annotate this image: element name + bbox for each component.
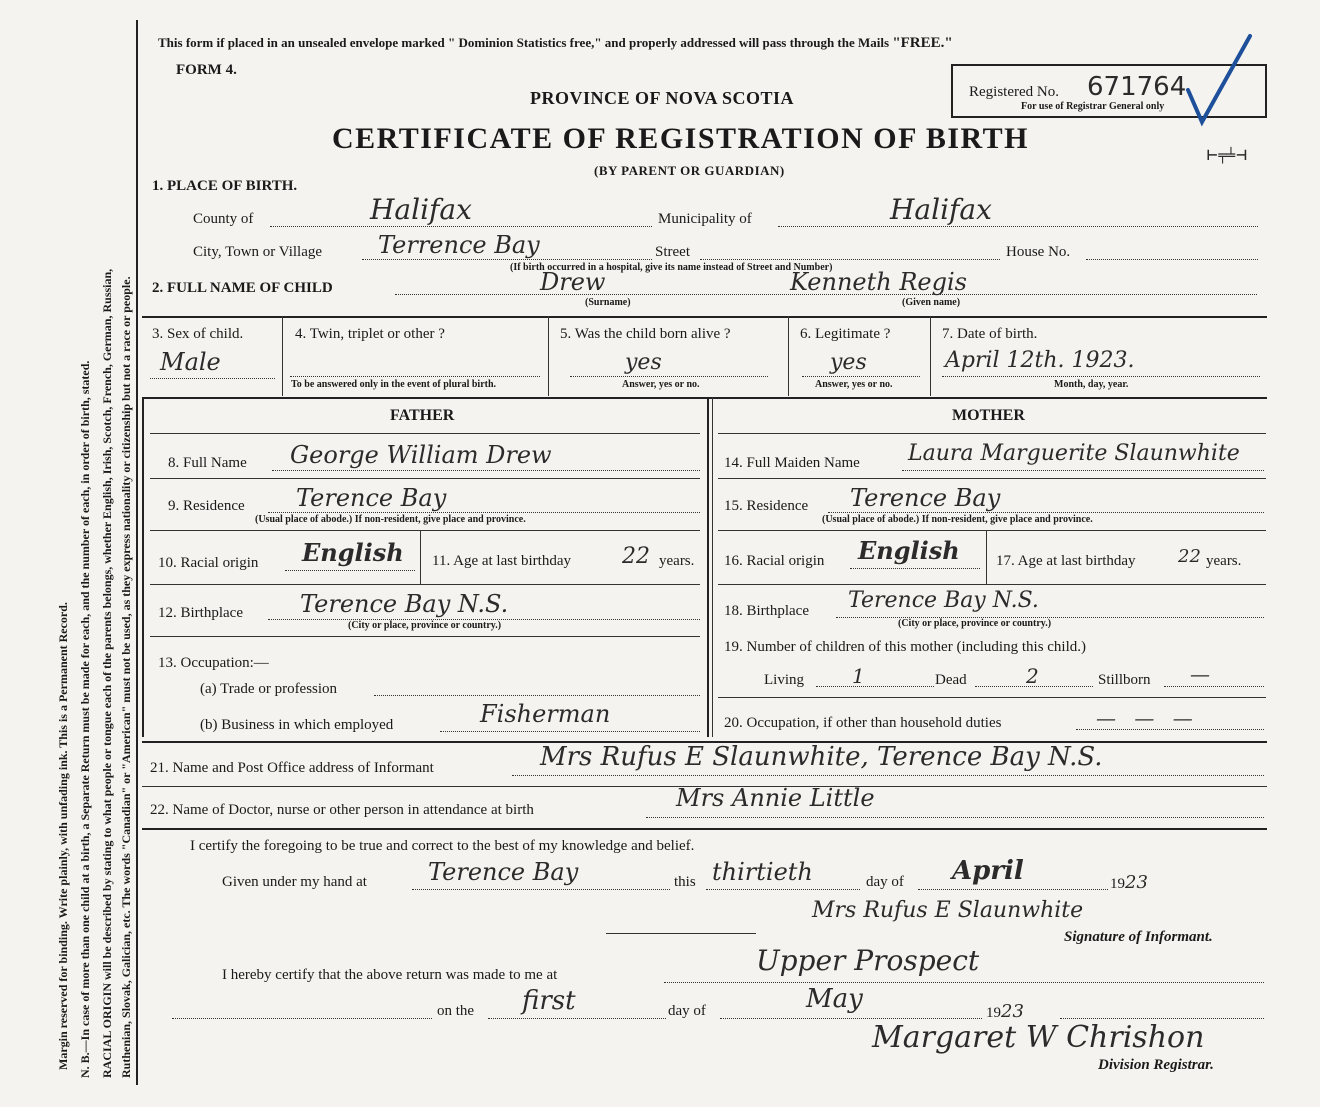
- mother-race-value: English: [858, 536, 960, 565]
- mother-residence-label: 15. Residence: [724, 498, 809, 514]
- mother-age-unit: years.: [1206, 553, 1242, 569]
- legitimate-value: yes: [830, 350, 867, 375]
- informant-signature-label: Signature of Informant.: [1064, 929, 1213, 945]
- mother-heading: MOTHER: [952, 407, 1025, 424]
- on-the-label: on the: [437, 1003, 475, 1019]
- mother-birthplace-note: (City or place, province or country.): [898, 618, 1052, 629]
- registrar-place: Upper Prospect: [756, 944, 980, 977]
- father-residence-value: Terence Bay: [296, 484, 447, 512]
- mother-occupation-value: — — —: [1096, 706, 1199, 730]
- margin-line-1: Margin reserved for binding. Write plainly, with unfading ink. This is a Permanent Record.: [56, 602, 70, 1070]
- father-birthplace-note: (City or place, province or country.): [348, 620, 502, 631]
- margin-line-4: Ruthenian, Slovak, Galician, etc. The words "Canadian" or "American" must not be used, as they express nationality or citizenship but not a race or people.: [119, 276, 133, 1078]
- child-surname: Drew: [540, 268, 606, 296]
- living-value: 1: [852, 664, 865, 688]
- form-number: FORM 4.: [176, 62, 237, 78]
- mail-notice: This form if placed in an unsealed envelope marked " Dominion Statistics free," and properly addressed will pass through the Mails "FREE.": [158, 35, 953, 51]
- given-place: Terence Bay: [428, 858, 579, 886]
- mother-residence-value: Terence Bay: [850, 484, 1001, 512]
- province-heading: PROVINCE OF NOVA SCOTIA: [530, 88, 795, 108]
- registrar-day: first: [522, 986, 576, 1016]
- alive-label: 5. Was the child born alive ?: [560, 326, 731, 342]
- given-label: Given under my hand at: [222, 874, 367, 890]
- alive-value: yes: [625, 350, 662, 375]
- father-heading: FATHER: [390, 407, 455, 424]
- dayof-label: day of: [866, 874, 904, 890]
- children-label: 19. Number of children of this mother (including this child.): [724, 639, 1087, 655]
- street-label: Street: [655, 244, 690, 260]
- father-age-label: 11. Age at last birthday: [432, 553, 571, 569]
- mother-residence-note: (Usual place of abode.) If non-resident, give place and province.: [822, 514, 1093, 525]
- doctor-label: 22. Name of Doctor, nurse or other person in attendance at birth: [150, 802, 534, 818]
- father-occupation-label: 13. Occupation:—: [158, 655, 269, 671]
- municipality-value: Halifax: [890, 193, 992, 226]
- father-residence-label: 9. Residence: [168, 498, 245, 514]
- house-label: House No.: [1006, 244, 1071, 260]
- county-value: Halifax: [370, 193, 472, 226]
- twin-label: 4. Twin, triplet or other ?: [295, 326, 445, 342]
- place-heading: 1. PLACE OF BIRTH.: [152, 178, 298, 194]
- margin-line-2: N. B.—In case of more than one child at a birth, a Separate Return must be made for each, and the number of each, in order of birth, stated.: [78, 360, 92, 1078]
- father-residence-note: (Usual place of abode.) If non-resident, give place and province.: [255, 514, 526, 525]
- legitimate-label: 6. Legitimate ?: [800, 326, 891, 342]
- certify-day: thirtieth: [712, 858, 813, 886]
- certify-month: April: [952, 856, 1024, 886]
- father-age-unit: years.: [659, 553, 695, 569]
- father-race-value: English: [302, 538, 404, 567]
- father-name-value: George William Drew: [290, 441, 552, 469]
- dob-note: Month, day, year.: [1054, 379, 1129, 390]
- county-label: County of: [193, 211, 254, 227]
- check-mark-icon: [1180, 30, 1260, 130]
- mother-occupation-label: 20. Occupation, if other than household duties: [724, 715, 1002, 731]
- father-birthplace-value: Terence Bay N.S.: [300, 590, 509, 618]
- mother-race-label: 16. Racial origin: [724, 553, 825, 569]
- page-subtitle: (BY PARENT OR GUARDIAN): [594, 163, 785, 178]
- registrar-text: I hereby certify that the above return was made to me at: [222, 967, 558, 983]
- mother-name-label: 14. Full Maiden Name: [724, 455, 860, 471]
- this-label: this: [674, 874, 696, 890]
- city-value: Terrence Bay: [378, 231, 540, 259]
- mother-age-label: 17. Age at last birthday: [996, 553, 1136, 569]
- mother-birthplace-value: Terence Bay N.S.: [848, 588, 1039, 613]
- given-note: (Given name): [902, 297, 961, 308]
- informant-label: 21. Name and Post Office address of Informant: [150, 760, 434, 776]
- registrar-dayof-label: day of: [668, 1003, 706, 1019]
- mother-name-value: Laura Marguerite Slaunwhite: [908, 441, 1240, 466]
- alive-note: Answer, yes or no.: [622, 379, 700, 390]
- business-value: Fisherman: [480, 700, 611, 728]
- registrar-note: For use of Registrar General only: [1021, 101, 1165, 112]
- certify-year: 1923: [1110, 872, 1148, 893]
- living-label: Living: [764, 672, 804, 688]
- municipality-label: Municipality of: [658, 211, 752, 227]
- informant-signature: Mrs Rufus E Slaunwhite: [812, 898, 1084, 923]
- surname-note: (Surname): [585, 297, 631, 308]
- mother-age-value: 22: [1178, 546, 1201, 567]
- informant-value: Mrs Rufus E Slaunwhite, Terence Bay N.S.: [540, 742, 1103, 772]
- sex-value: Male: [160, 348, 221, 376]
- business-label: (b) Business in which employed: [200, 717, 394, 733]
- dead-label: Dead: [935, 672, 967, 688]
- child-name-label: 2. FULL NAME OF CHILD: [152, 280, 333, 296]
- dob-value: April 12th. 1923.: [945, 348, 1135, 373]
- sex-label: 3. Sex of child.: [152, 326, 244, 342]
- registered-label: Registered No.: [969, 84, 1059, 100]
- twin-note: To be answered only in the event of plural birth.: [291, 379, 497, 390]
- father-birthplace-label: 12. Birthplace: [158, 605, 243, 621]
- child-given-name: Kenneth Regis: [790, 268, 967, 296]
- legitimate-note: Answer, yes or no.: [815, 379, 893, 390]
- certify-text: I certify the foregoing to be true and correct to the best of my knowledge and belief.: [190, 838, 695, 854]
- father-race-label: 10. Racial origin: [158, 555, 259, 571]
- father-age-value: 22: [622, 544, 650, 569]
- hospital-note: (If birth occurred in a hospital, give its name instead of Street and Number): [510, 262, 833, 273]
- city-label: City, Town or Village: [193, 244, 323, 260]
- dead-value: 2: [1026, 664, 1039, 688]
- father-name-label: 8. Full Name: [168, 455, 247, 471]
- registrar-signature: Margaret W Chrishon: [872, 1020, 1205, 1055]
- trade-label: (a) Trade or profession: [200, 681, 338, 697]
- stillborn-value: —: [1190, 662, 1210, 686]
- margin-rule: [136, 20, 138, 1085]
- stamp-mark: ⊢╤╧⊣: [1206, 148, 1248, 164]
- margin-line-3: RACIAL ORIGIN will be described by stating to what people or tongue each of the parents belongs, whether English, Irish, Scotch, French, German, Russian,: [100, 268, 114, 1078]
- mother-birthplace-label: 18. Birthplace: [724, 603, 809, 619]
- registrar-year: 1923: [986, 1001, 1024, 1022]
- doctor-value: Mrs Annie Little: [676, 784, 875, 812]
- registrar-signature-label: Division Registrar.: [1098, 1057, 1214, 1073]
- registrar-month: May: [806, 984, 863, 1014]
- registered-number: 671764: [1087, 72, 1187, 102]
- dob-label: 7. Date of birth.: [942, 326, 1038, 342]
- page-title: CERTIFICATE OF REGISTRATION OF BIRTH: [332, 122, 1029, 155]
- stillborn-label: Stillborn: [1098, 672, 1151, 688]
